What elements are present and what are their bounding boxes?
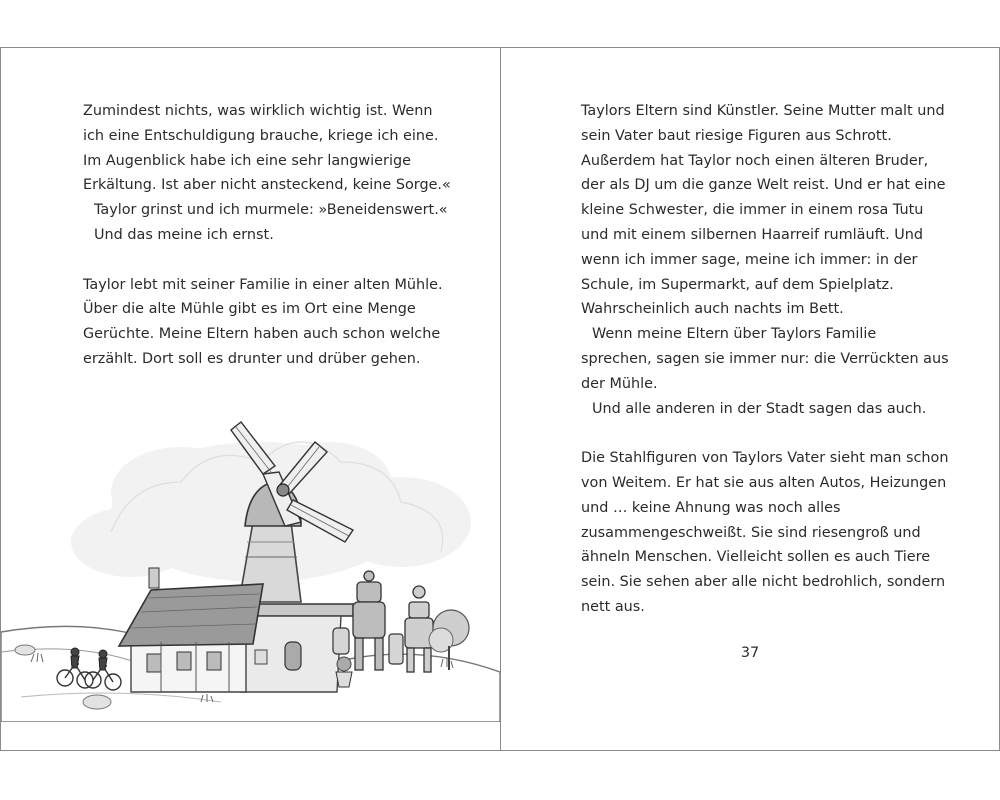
text-line: und … keine Ahnung was noch alles [581, 499, 841, 516]
text-line: Außerdem hat Taylor noch einen älteren Bruder, [581, 152, 929, 169]
page-number: 37 [740, 645, 760, 661]
text-line: Und das meine ich ernst. [94, 226, 274, 243]
text-line: wenn ich immer sage, meine ich immer: in der [581, 251, 918, 268]
text-line: sprechen, sagen sie immer nur: die Verrückten aus [581, 350, 949, 367]
text-line: der Mühle. [581, 375, 658, 392]
text-line: Schule, im Supermarkt, auf dem Spielplatz. [581, 276, 894, 293]
text-line: sein Vater baut riesige Figuren aus Schrott. [581, 127, 892, 144]
text-line: ich eine Entschuldigung brauche, kriege ich eine. [83, 127, 439, 144]
left-page-text [83, 99, 451, 372]
text-line: Die Stahlfiguren von Taylors Vater sieht man schon [581, 450, 949, 467]
text-line: zusammengeschweißt. Sie sind riesengroß und [581, 524, 921, 541]
paragraph-gap [581, 421, 949, 446]
text-line: der als DJ um die ganze Welt reist. Und er hat eine [581, 177, 946, 194]
text-line: erzählt. Dort soll es drunter und drüber gehen. [83, 350, 421, 367]
text-line: von Weitem. Er hat sie aus alten Autos, Heizungen [581, 474, 947, 491]
text-line: Wahrscheinlich auch nachts im Bett. [581, 301, 844, 318]
left-page [1, 47, 500, 751]
text-line: Und alle anderen in der Stadt sagen das auch. [592, 400, 927, 417]
text-line: Erkältung. Ist aber nicht ansteckend, keine Sorge.« [83, 177, 451, 194]
text-line: Zumindest nichts, was wirklich wichtig ist. Wenn [83, 103, 433, 119]
text-line: Über die alte Mühle gibt es im Ort eine Menge [83, 301, 416, 318]
right-page-text [581, 99, 949, 620]
text-line: nett aus. [581, 598, 645, 615]
right-page [501, 47, 999, 751]
windmill-illustration-icon [1, 402, 500, 722]
text-line: Gerüchte. Meine Eltern haben auch schon welche [83, 326, 441, 343]
text-line: sein. Sie sehen aber alle nicht bedrohlich, sondern [581, 574, 946, 591]
text-line: Taylors Eltern sind Künstler. Seine Mutter malt und [581, 103, 945, 119]
text-line: Taylor lebt mit seiner Familie in einer alten Mühle. [83, 276, 443, 293]
text-line: ähneln Menschen. Vielleicht sollen es auch Tiere [581, 549, 931, 566]
text-line: Im Augenblick habe ich eine sehr langwierige [83, 152, 411, 169]
text-line: und mit einem silbernen Haarreif rumläuft. Und [581, 226, 924, 243]
text-line: Taylor grinst und ich murmele: »Beneidenswert.« [94, 202, 448, 219]
text-line: Wenn meine Eltern über Taylors Familie [592, 326, 877, 343]
paragraph-gap [83, 248, 451, 273]
book-spread [0, 47, 1000, 751]
text-line: kleine Schwester, die immer in einem rosa Tutu [581, 202, 924, 219]
